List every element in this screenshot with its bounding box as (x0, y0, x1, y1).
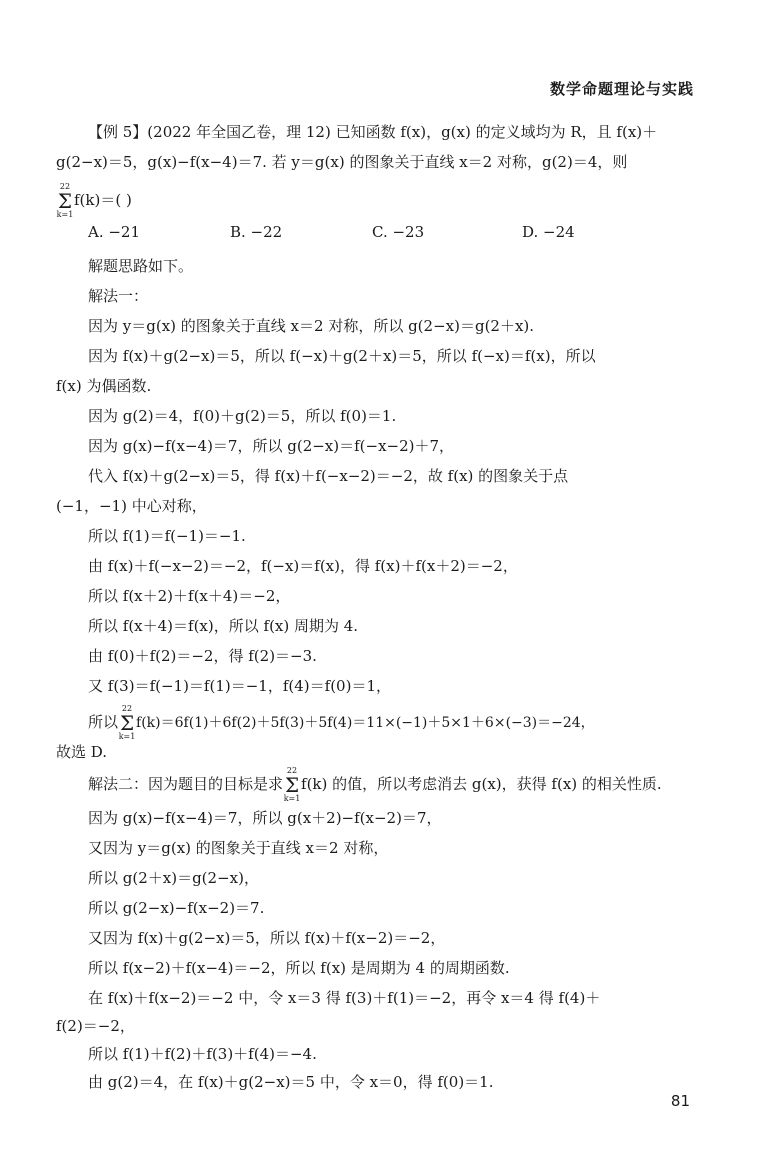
solution-2-line: 所以 g(2−x)−f(x−2)＝7. (88, 899, 265, 917)
summation-symbol: 22 Σ k=1 (283, 766, 301, 803)
option-b: B. −22 (230, 223, 283, 241)
sum-expression: f(k)＝( ) (74, 191, 132, 209)
solution-2-heading: 解法二：因为题目的目标是求 22 Σ k=1 f(k) 的值，所以考虑消去 g(x)，获得 f(x) 的相关性质. (88, 766, 662, 803)
option-c: C. −23 (372, 223, 425, 241)
solution-1-line: 所以 f(1)＝f(−1)＝−1. (88, 527, 246, 545)
option-d: D. −24 (522, 223, 575, 241)
running-head: 数学命题理论与实践 (549, 80, 694, 98)
solution-1-line: 因为 g(x)−f(x−4)＝7，所以 g(2−x)＝f(−x−2)＋7， (88, 437, 455, 455)
solution-1-line: 由 f(0)＋f(2)＝−2，得 f(2)＝−3. (88, 647, 317, 665)
option-a: A. −21 (88, 223, 141, 241)
solution-1-heading: 解法一： (88, 287, 149, 305)
solution-1-line: 又 f(3)＝f(−1)＝f(1)＝−1，f(4)＝f(0)＝1， (88, 677, 391, 695)
solution-1-line: f(x) 为偶函数. (56, 377, 152, 395)
solution-1-line: 由 f(x)＋f(−x−2)＝−2，f(−x)＝f(x)，得 f(x)＋f(x＋2)＝−2， (88, 557, 518, 575)
solution-intro: 解题思路如下。 (88, 257, 194, 275)
solution-2-line: 所以 f(x−2)＋f(x−4)＝−2，所以 f(x) 是周期为 4 的周期函数. (88, 959, 510, 977)
solution-2-line: f(2)＝−2， (56, 1017, 135, 1035)
solution-2-line: 又因为 f(x)＋g(2−x)＝5，所以 f(x)＋f(x−2)＝−2， (88, 929, 446, 947)
summation-symbol: 22 Σ k=1 (118, 704, 136, 741)
options-row (0, 222, 774, 242)
page-number: 81 (670, 1092, 690, 1110)
solution-1-line: 因为 f(x)＋g(2−x)＝5，所以 f(−x)＋g(2＋x)＝5，所以 f(−x)＝f(x)，所以 (88, 347, 596, 365)
example-line-2: g(2−x)＝5，g(x)−f(x−4)＝7. 若 y＝g(x) 的图象关于直线 x＝2 对称，g(2)＝4，则 (56, 153, 628, 171)
solution-1-line: 代入 f(x)＋g(2−x)＝5，得 f(x)＋f(−x−2)＝−2，故 f(x) 的图象关于点 (88, 467, 569, 485)
solution-2-line: 在 f(x)＋f(x−2)＝−2 中，令 x＝3 得 f(3)＋f(1)＝−2，再令 x＝4 得 f(4)＋ (88, 989, 601, 1007)
example-line-3 (0, 182, 774, 218)
solution-1-line: 所以 f(x＋4)＝f(x)，所以 f(x) 周期为 4. (88, 617, 359, 635)
solution-2-line: 所以 f(1)＋f(2)＋f(3)＋f(4)＝−4. (88, 1045, 317, 1063)
solution-2-line: 又因为 y＝g(x) 的图象关于直线 x＝2 对称， (88, 839, 389, 857)
solution-2-line: 由 g(2)＝4，在 f(x)＋g(2−x)＝5 中，令 x＝0，得 f(0)＝1. (88, 1073, 494, 1091)
example-line-1: 【例 5】(2022 年全国乙卷，理 12) 已知函数 f(x)，g(x) 的定义域均为 R，且 f(x)＋ (88, 123, 658, 141)
solution-1-line: 因为 g(2)＝4，f(0)＋g(2)＝5，所以 f(0)＝1. (88, 407, 397, 425)
solution-2-line: 因为 g(x)−f(x−4)＝7，所以 g(x＋2)−f(x−2)＝7， (88, 809, 442, 827)
solution-2-line: 所以 g(2＋x)＝g(2−x)， (88, 869, 259, 887)
solution-1-line: 所以 f(x＋2)＋f(x＋4)＝−2， (88, 587, 291, 605)
solution-1-line: (−1，−1) 中心对称， (56, 497, 207, 515)
solution-1-conclusion: 故选 D. (56, 743, 108, 761)
solution-1-line: 因为 y＝g(x) 的图象关于直线 x＝2 对称，所以 g(2−x)＝g(2＋x). (88, 317, 535, 335)
solution-1-sum-line: 所以 22 Σ k=1 f(k)＝6f(1)＋6f(2)＋5f(3)＋5f(4)＝11×(−1)＋5×1＋6×(−3)＝−24， (88, 704, 595, 741)
summation-symbol: 22 Σ k=1 (56, 182, 74, 219)
